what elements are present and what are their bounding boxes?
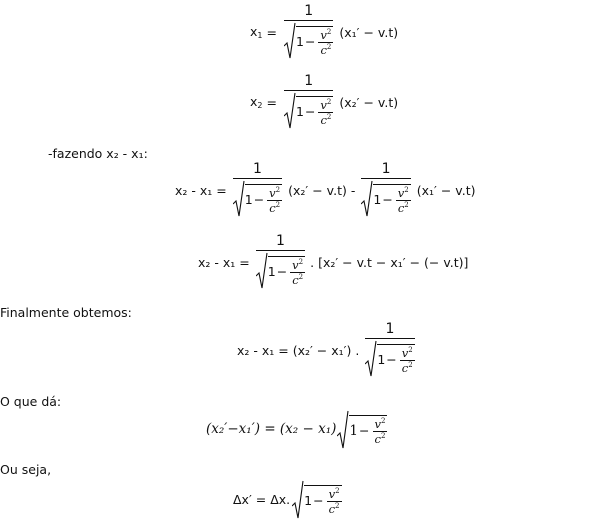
- label-finalmente: Finalmente obtemos:: [0, 305, 132, 320]
- equation-length-relation: (x₂′−x₁′) = (x₂ − x₁) 1 − $\frac{v^2}{c^2}$: [206, 410, 387, 450]
- eq1-factor: (x₁′ − v.t): [339, 25, 399, 40]
- equation-x2: $x_2$ = 1 1 − $\frac{v^2}{c^2}$ (x₂′ − v.t): [250, 74, 398, 133]
- equation-final: x₂ - x₁ = (x₂′ − x₁′) . 1 1 − $\frac{v^2}{c^2}$: [237, 322, 418, 381]
- equation-x1: $x_1$ = 1 1 − $\frac{v^2}{c^2}$ (x₁′ − v.t): [250, 4, 398, 63]
- eq5-fraction: 1 1 − $\frac{v^2}{c^2}$: [365, 322, 414, 381]
- label-ou-seja: Ou seja,: [0, 462, 52, 477]
- eq2-fraction: 1 1 − $\frac{v^2}{c^2}$: [284, 74, 333, 133]
- eq3-fraction-1: 1 1 − $\frac{v^2}{c^2}$: [233, 162, 282, 221]
- eq4-fraction: 1 1 − $\frac{v^2}{c^2}$: [256, 234, 305, 293]
- equation-contraction: Δx′ = Δx. 1 − $\frac{v^2}{c^2}$: [233, 480, 342, 520]
- label-o-que-da: O que dá:: [0, 394, 62, 409]
- eq1-lhs: $x_1$: [250, 24, 263, 41]
- eq1-fraction: 1 1 − $\frac{v^2}{c^2}$: [284, 4, 333, 63]
- eq3-fraction-2: 1 1 − $\frac{v^2}{c^2}$: [361, 162, 410, 221]
- equation-difference-grouped: x₂ - x₁ = 1 1 − $\frac{v^2}{c^2}$ . [x₂′ − v.t − x₁′ − (− v.t)]: [198, 234, 468, 293]
- eq2-lhs: $x_2$: [250, 94, 263, 111]
- step-label: -fazendo x₂ - x₁:: [48, 146, 148, 161]
- eq2-factor: (x₂′ − v.t): [339, 95, 399, 110]
- equation-difference-expanded: x₂ - x₁ = 1 1 − $\frac{v^2}{c^2}$ (x₂′ − v.t) - 1 1 − $\frac{v^2}{c^2}$ (x₁′ − v.t): [175, 162, 476, 221]
